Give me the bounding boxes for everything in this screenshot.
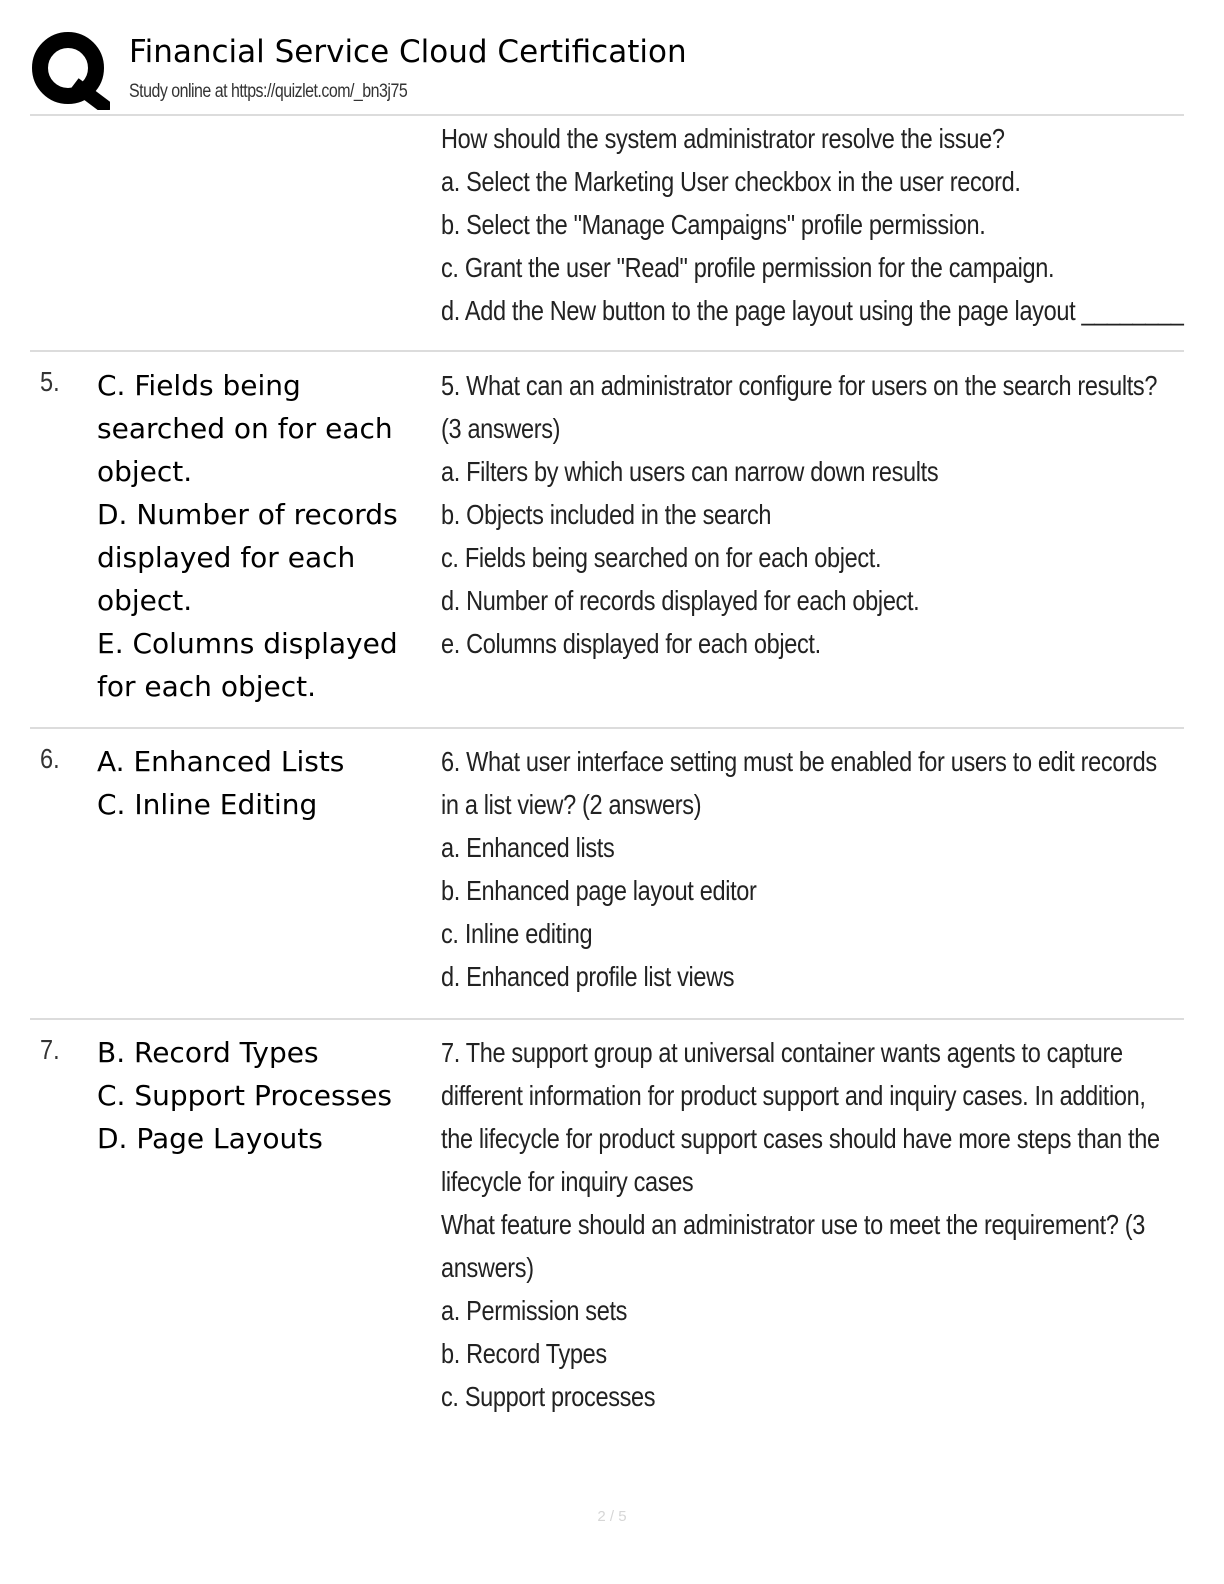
answer-line: B. Record Types: [97, 1036, 319, 1069]
question-line: How should the system administrator resolve the issue?: [441, 123, 1005, 154]
question-line: 6. What user interface setting must be enabled for users to edit records in a list view? (2 answers): [441, 746, 1157, 820]
item-answer: [97, 364, 427, 708]
question-option: c. Fields being searched on for each object.: [441, 542, 882, 573]
item-question: [441, 1031, 1163, 1418]
question-line: 5. What can an administrator configure for users on the search results? (3 answers): [441, 370, 1158, 444]
item-number: 5.: [40, 366, 60, 397]
answer-line: D. Number of records displayed for each object.: [97, 498, 398, 617]
divider: [30, 350, 1184, 352]
item-answer: [97, 740, 427, 826]
question-option: d. Enhanced profile list views: [441, 961, 735, 992]
answer-line: C. Inline Editing: [97, 788, 318, 821]
question-continued: [441, 117, 1184, 332]
question-option: a. Permission sets: [441, 1295, 628, 1326]
question-option: c. Inline editing: [441, 918, 593, 949]
item-number: 6.: [40, 743, 60, 774]
question-option: b. Enhanced page layout editor: [441, 875, 757, 906]
question-option: b. Record Types: [441, 1338, 607, 1369]
divider: [30, 1018, 1184, 1020]
item-answer: [97, 1031, 427, 1160]
question-option: e. Columns displayed for each object.: [441, 628, 821, 659]
answer-line: D. Page Layouts: [97, 1122, 323, 1155]
document-title: Financial Service Cloud Certification: [129, 34, 687, 70]
answer-line: C. Support Processes: [97, 1079, 392, 1112]
answer-line: A. Enhanced Lists: [97, 745, 345, 778]
question-option: b. Select the "Manage Campaigns" profile permission.: [441, 209, 986, 240]
page-header: [30, 28, 1184, 114]
answer-line: C. Fields being searched on for each object.: [97, 369, 393, 488]
item-question: [441, 740, 1163, 998]
question-option: a. Enhanced lists: [441, 832, 615, 863]
question-line: 7. The support group at universal container wants agents to capture different information for product support and inquiry cases. In addition, the lifecycle for product support cases should have more steps than the lifecycle for inquiry cases: [441, 1037, 1160, 1197]
study-online-link[interactable]: Study online at https://quizlet.com/_bn3j75: [129, 81, 408, 102]
answer-line: E. Columns displayed for each object.: [97, 627, 398, 703]
question-option: a. Select the Marketing User checkbox in the user record.: [441, 166, 1021, 197]
question-option: c. Support processes: [441, 1381, 656, 1412]
question-option: d. Number of records displayed for each object.: [441, 585, 920, 616]
question-line: What feature should an administrator use to meet the requirement? (3 answers): [441, 1209, 1146, 1283]
item-number: 7.: [40, 1034, 60, 1065]
question-option: a. Filters by which users can narrow down results: [441, 456, 939, 487]
quizlet-q-logo-icon: [30, 30, 110, 110]
divider: [30, 727, 1184, 729]
question-option: b. Objects included in the search: [441, 499, 772, 530]
item-question: [441, 364, 1163, 665]
question-option: c. Grant the user "Read" profile permission for the campaign.: [441, 252, 1055, 283]
divider: [30, 114, 1184, 116]
page-number: 2 / 5: [597, 1508, 627, 1525]
question-option: d. Add the New button to the page layout using the page layout ________: [441, 295, 1184, 326]
